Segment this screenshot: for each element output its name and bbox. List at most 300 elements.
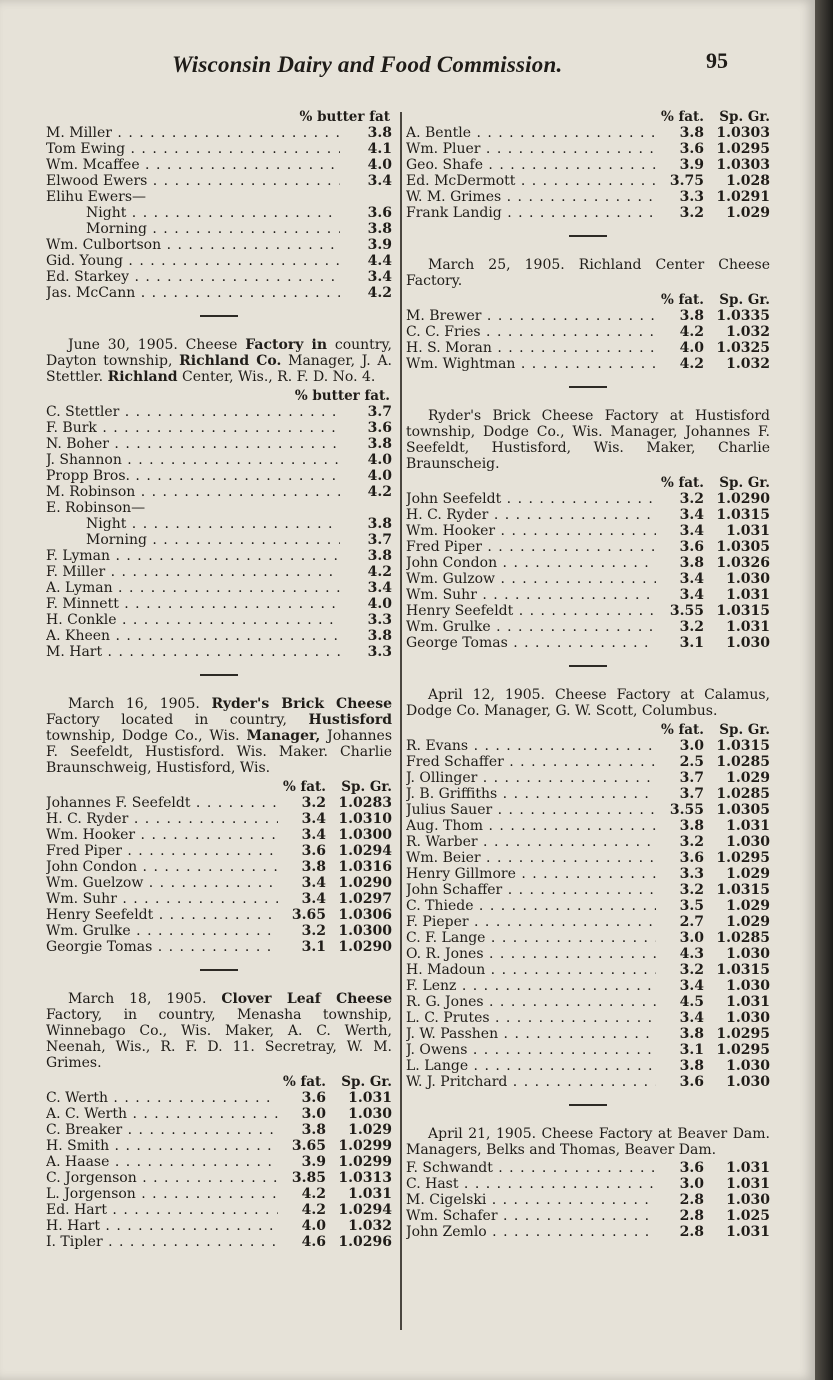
section-calamus (406, 687, 770, 1090)
table-row (46, 827, 392, 843)
specific-gravity-value: 1.029 (726, 898, 770, 914)
section-ryders-brick-march16 (46, 696, 392, 955)
fat-value: 3.4 (679, 587, 704, 603)
specific-gravity-value: 1.0313 (338, 1170, 392, 1186)
specific-gravity-value: 1.0297 (338, 891, 392, 907)
fat-value: 3.4 (679, 1010, 704, 1026)
fat-value: 2.8 (679, 1224, 704, 1240)
entry-name: John Condon . . . (46, 859, 278, 875)
entry-name: Night . . . (46, 516, 340, 532)
entry-name: F. Minnett . . . (46, 596, 340, 612)
fat-value: 3.2 (679, 882, 704, 898)
entry-name: J. Ollinger . . . (406, 770, 656, 786)
specific-gravity-value: 1.0295 (716, 141, 770, 157)
specific-gravity-value: 1.0285 (716, 930, 770, 946)
table-row (46, 1202, 392, 1218)
specific-gravity-value: 1.031 (348, 1090, 392, 1106)
section-intro: March 16, 1905. Ryder's Brick Cheese Factory located in country, Hustisford township, Dodge Co., Wis. Manager, Johannes F. Seefeldt, Hustisford. Wis. Maker. Charlie Braunschweig, Hustisford, Wis. (46, 696, 392, 776)
table-row (406, 1160, 770, 1176)
table-row (406, 930, 770, 946)
table-row (406, 173, 770, 189)
fat-value: 3.8 (301, 1122, 326, 1138)
table-row (46, 891, 392, 907)
fat-value: 3.1 (679, 1042, 704, 1058)
specific-gravity-value: 1.031 (726, 818, 770, 834)
specific-gravity-value: 1.0310 (338, 811, 392, 827)
butter-fat-value: 3.8 (367, 548, 392, 564)
entry-name: A. Haase . . . (46, 1154, 278, 1170)
butter-fat-value: 3.7 (367, 404, 392, 420)
butter-fat-value: 3.8 (367, 516, 392, 532)
entry-name: Tom Ewing . . . (46, 141, 340, 157)
specific-gravity-value: 1.0299 (338, 1138, 392, 1154)
entry-name: M. Miller . . . (46, 125, 340, 141)
specific-gravity-value: 1.032 (726, 356, 770, 372)
fat-value: 3.4 (679, 507, 704, 523)
butter-fat-value: 3.9 (367, 237, 392, 253)
fat-value: 2.5 (679, 754, 704, 770)
table-row (46, 1122, 392, 1138)
fat-value: 3.2 (679, 834, 704, 850)
table-row (46, 907, 392, 923)
butter-fat-value: 3.8 (367, 125, 392, 141)
table-row (406, 619, 770, 635)
section-intro: March 18, 1905. Clover Leaf Cheese Factory, in country, Menasha township, Winnebago Co., Wis. Maker, A. C. Werth, Neenah, Wis., R. F. D. 11. Secretray, W. M. Grimes. (46, 991, 392, 1071)
table-row (406, 882, 770, 898)
entry-name: H. C. Ryder . . . (46, 811, 278, 827)
butter-fat-value: 4.0 (367, 157, 392, 173)
entry-name: Wm. Suhr . . . (406, 587, 656, 603)
butter-fat-value: 4.4 (367, 253, 392, 269)
entry-name: Propp Bros. . . . (46, 468, 340, 484)
table-row (46, 420, 392, 436)
entry-name: F. Lyman . . . (46, 548, 340, 564)
table-row (46, 939, 392, 955)
section-intro: June 30, 1905. Cheese Factory in country, Dayton township, Richland Co. Manager, J. A. Stettler. Richland Center, Wis., R. F. D. No. 4. (46, 337, 392, 385)
fat-value: 3.8 (679, 818, 704, 834)
entry-name: Henry Gillmore . . . (406, 866, 656, 882)
entry-name: I. Tipler . . . (46, 1234, 278, 1250)
butter-fat-value: 3.4 (367, 173, 392, 189)
fat-value: 3.0 (679, 1176, 704, 1192)
fat-value: 4.0 (301, 1218, 326, 1234)
fat-value: 4.2 (679, 324, 704, 340)
specific-gravity-value: 1.0326 (716, 555, 770, 571)
specific-gravity-value: 1.0290 (716, 491, 770, 507)
specific-gravity-value: 1.0291 (716, 189, 770, 205)
entry-name: Elihu Ewers— (46, 189, 147, 205)
section-intro: April 21, 1905. Cheese Factory at Beaver Dam. Managers, Belks and Thomas, Beaver Dam. (406, 1126, 770, 1158)
fat-value: 3.2 (679, 205, 704, 221)
table-row (406, 898, 770, 914)
section-bentle-list (406, 108, 770, 221)
specific-gravity-value: 1.0303 (716, 125, 770, 141)
section-divider (569, 665, 607, 667)
table-body (46, 1090, 392, 1250)
specific-gravity-value: 1.0315 (716, 738, 770, 754)
butter-fat-value: 3.8 (367, 436, 392, 452)
table-row (406, 1208, 770, 1224)
table-row (46, 404, 392, 420)
table-row (46, 484, 392, 500)
entry-name: Morning . . . (46, 532, 340, 548)
specific-gravity-value: 1.030 (726, 635, 770, 651)
specific-gravity-value: 1.0315 (716, 962, 770, 978)
fat-header: % fat. (660, 722, 704, 738)
entry-name: C. Thiede . . . (406, 898, 656, 914)
fat-value: 3.75 (669, 173, 704, 189)
entry-name: Wm. Culbortson . . . (46, 237, 340, 253)
table-body (406, 491, 770, 651)
entry-name: Elwood Ewers . . . (46, 173, 340, 189)
specific-gravity-value: 1.031 (726, 1224, 770, 1240)
specific-gravity-value: 1.0294 (338, 1202, 392, 1218)
running-title: Wisconsin Dairy and Food Commission. (172, 52, 563, 77)
table-row (46, 173, 392, 189)
table-body (46, 404, 392, 660)
butter-fat-value: 3.3 (367, 612, 392, 628)
sp-gr-header: Sp. Gr. (341, 779, 392, 795)
section-ewers-list (46, 108, 392, 301)
specific-gravity-value: 1.031 (726, 523, 770, 539)
fat-value: 3.2 (679, 619, 704, 635)
entry-name: John Seefeldt . . . (406, 491, 656, 507)
fat-value: 3.2 (679, 491, 704, 507)
section-clover-leaf (46, 991, 392, 1250)
entry-name: Julius Sauer . . . (406, 802, 656, 818)
entry-name: Wm. Suhr . . . (46, 891, 278, 907)
column-rule (400, 112, 402, 1330)
table-row (46, 1170, 392, 1186)
butter-fat-value: 3.4 (367, 580, 392, 596)
table-row (406, 635, 770, 651)
entry-name: Wm. Gulzow . . . (406, 571, 656, 587)
entry-name: A. Lyman . . . (46, 580, 340, 596)
fat-value: 3.2 (301, 795, 326, 811)
fat-value: 3.4 (679, 523, 704, 539)
entry-name: H. Hart . . . (46, 1218, 278, 1234)
fat-value: 4.5 (679, 994, 704, 1010)
entry-name: L. Lange . . . (406, 1058, 656, 1074)
entry-name: J. W. Passhen . . . (406, 1026, 656, 1042)
specific-gravity-value: 1.0315 (716, 507, 770, 523)
fat-value: 3.6 (679, 539, 704, 555)
table-header (46, 778, 392, 795)
book-spine (815, 0, 833, 1380)
table-row (406, 1176, 770, 1192)
table-row (46, 157, 392, 173)
table-row (406, 834, 770, 850)
fat-value: 3.8 (301, 859, 326, 875)
entry-name: C. Stettler . . . (46, 404, 340, 420)
entry-name: F. Miller . . . (46, 564, 340, 580)
section-dayton-factory (46, 337, 392, 660)
section-intro: March 25, 1905. Richland Center Cheese Factory. (406, 257, 770, 289)
fat-value: 3.55 (669, 802, 704, 818)
butter-fat-value: 3.8 (367, 221, 392, 237)
entry-name: Wm. Schafer . . . (406, 1208, 656, 1224)
sp-gr-header: Sp. Gr. (719, 109, 770, 125)
section-divider (200, 674, 238, 676)
fat-value: 3.8 (679, 1058, 704, 1074)
table-row (406, 539, 770, 555)
specific-gravity-value: 1.029 (726, 205, 770, 221)
fat-value: 3.7 (679, 786, 704, 802)
specific-gravity-value: 1.0300 (338, 923, 392, 939)
entry-name: Henry Seefeldt . . . (406, 603, 656, 619)
entry-name: Gid. Young . . . (46, 253, 340, 269)
specific-gravity-value: 1.030 (726, 571, 770, 587)
fat-value: 3.1 (301, 939, 326, 955)
table-body (406, 1160, 770, 1240)
table-row (406, 770, 770, 786)
fat-value: 3.6 (679, 1160, 704, 1176)
butter-fat-header: % butter fat (299, 109, 390, 125)
fat-value: 3.85 (291, 1170, 326, 1186)
entry-name: C. Hast . . . (406, 1176, 656, 1192)
fat-header: % fat. (660, 475, 704, 491)
table-row (46, 1154, 392, 1170)
specific-gravity-value: 1.0299 (338, 1154, 392, 1170)
fat-value: 2.8 (679, 1208, 704, 1224)
entry-name: F. Schwandt . . . (406, 1160, 656, 1176)
entry-name: J. Shannon . . . (46, 452, 340, 468)
table-row (406, 1026, 770, 1042)
page-number: 95 (706, 48, 728, 73)
section-divider (200, 969, 238, 971)
specific-gravity-value: 1.030 (726, 978, 770, 994)
fat-value: 2.7 (679, 914, 704, 930)
entry-name: C. Werth . . . (46, 1090, 278, 1106)
table-row (46, 612, 392, 628)
fat-value: 3.0 (301, 1106, 326, 1122)
specific-gravity-value: 1.031 (726, 619, 770, 635)
table-row (46, 189, 392, 205)
table-row (46, 1218, 392, 1234)
specific-gravity-value: 1.032 (726, 324, 770, 340)
entry-name: C. Breaker . . . (46, 1122, 278, 1138)
specific-gravity-value: 1.0303 (716, 157, 770, 173)
entry-name: Wm. Grulke . . . (406, 619, 656, 635)
entry-name: A. C. Werth . . . (46, 1106, 278, 1122)
specific-gravity-value: 1.0294 (338, 843, 392, 859)
table-row (46, 532, 392, 548)
table-row (46, 141, 392, 157)
section-divider (569, 386, 607, 388)
entry-name: Johannes F. Seefeldt . . . (46, 795, 278, 811)
fat-value: 3.6 (679, 141, 704, 157)
fat-header: % fat. (282, 1074, 326, 1090)
entry-name: O. R. Jones . . . (406, 946, 656, 962)
butter-fat-value: 4.2 (367, 285, 392, 301)
table-row (406, 141, 770, 157)
fat-header: % fat. (660, 109, 704, 125)
entry-name: F. Burk . . . (46, 420, 340, 436)
fat-value: 3.6 (301, 1090, 326, 1106)
fat-value: 3.6 (679, 850, 704, 866)
butter-fat-value: 4.1 (367, 141, 392, 157)
specific-gravity-value: 1.029 (348, 1122, 392, 1138)
entry-name: Wm. Hooker . . . (46, 827, 278, 843)
table-row (406, 1042, 770, 1058)
fat-value: 3.4 (301, 811, 326, 827)
table-row (406, 866, 770, 882)
entry-name: Wm. Mcaffee . . . (46, 157, 340, 173)
fat-header: % fat. (660, 292, 704, 308)
fat-value: 2.8 (679, 1192, 704, 1208)
entry-name: George Tomas . . . (406, 635, 656, 651)
entry-name: Ed. McDermott . . . (406, 173, 656, 189)
table-row (46, 811, 392, 827)
fat-value: 3.9 (301, 1154, 326, 1170)
fat-value: 3.3 (679, 189, 704, 205)
entry-name: W. M. Grimes . . . (406, 189, 656, 205)
specific-gravity-value: 1.031 (726, 587, 770, 603)
entry-name: Georgie Tomas . . . (46, 939, 278, 955)
specific-gravity-value: 1.031 (726, 1160, 770, 1176)
butter-fat-value: 3.4 (367, 269, 392, 285)
table-row (406, 850, 770, 866)
specific-gravity-value: 1.0295 (716, 850, 770, 866)
entry-name: W. J. Pritchard . . . (406, 1074, 656, 1090)
entry-name: John Schaffer . . . (406, 882, 656, 898)
specific-gravity-value: 1.030 (726, 1058, 770, 1074)
table-header (406, 721, 770, 738)
butter-fat-value: 4.2 (367, 484, 392, 500)
table-row (46, 452, 392, 468)
entry-name: F. Pieper . . . (406, 914, 656, 930)
table-row (46, 875, 392, 891)
specific-gravity-value: 1.030 (726, 1192, 770, 1208)
table-row (46, 269, 392, 285)
fat-value: 3.4 (301, 875, 326, 891)
butter-fat-value: 3.6 (367, 205, 392, 221)
entry-name: Wm. Hooker . . . (406, 523, 656, 539)
specific-gravity-value: 1.0285 (716, 754, 770, 770)
entry-name: Wm. Wightman . . . (406, 356, 656, 372)
table-row (406, 555, 770, 571)
table-body (46, 795, 392, 955)
table-row (406, 205, 770, 221)
entry-name: Wm. Beier . . . (406, 850, 656, 866)
table-row (406, 157, 770, 173)
table-row (46, 1186, 392, 1202)
fat-value: 4.6 (301, 1234, 326, 1250)
entry-name: Fred Piper . . . (406, 539, 656, 555)
table-body (46, 125, 392, 301)
fat-value: 4.3 (679, 946, 704, 962)
entry-name: M. Cigelski . . . (406, 1192, 656, 1208)
table-row (406, 340, 770, 356)
entry-name: L. Jorgenson . . . (46, 1186, 278, 1202)
table-row (46, 516, 392, 532)
entry-name: Night . . . (46, 205, 340, 221)
table-row (46, 1090, 392, 1106)
sp-gr-header: Sp. Gr. (719, 722, 770, 738)
specific-gravity-value: 1.031 (726, 994, 770, 1010)
specific-gravity-value: 1.032 (348, 1218, 392, 1234)
fat-value: 3.4 (679, 571, 704, 587)
table-row (46, 436, 392, 452)
fat-value: 3.6 (679, 1074, 704, 1090)
specific-gravity-value: 1.0325 (716, 340, 770, 356)
table-row (46, 205, 392, 221)
table-row (46, 468, 392, 484)
fat-value: 3.2 (301, 923, 326, 939)
running-head (0, 48, 815, 82)
specific-gravity-value: 1.0315 (716, 882, 770, 898)
entry-name: R. Warber . . . (406, 834, 656, 850)
sp-gr-header: Sp. Gr. (719, 475, 770, 491)
specific-gravity-value: 1.0283 (338, 795, 392, 811)
table-row (406, 978, 770, 994)
table-row (406, 603, 770, 619)
specific-gravity-value: 1.0335 (716, 308, 770, 324)
section-intro: Ryder's Brick Cheese Factory at Hustisford township, Dodge Co., Wis. Manager, Johannes F. Seefeldt, Hustisford, Wis. Maker, Charlie Braunscheig. (406, 408, 770, 472)
fat-value: 3.65 (291, 907, 326, 923)
table-row (406, 1058, 770, 1074)
entry-name: H. Smith . . . (46, 1138, 278, 1154)
sp-gr-header: Sp. Gr. (719, 292, 770, 308)
specific-gravity-value: 1.029 (726, 866, 770, 882)
butter-fat-value: 3.6 (367, 420, 392, 436)
entry-name: Ed. Starkey . . . (46, 269, 340, 285)
specific-gravity-value: 1.0295 (716, 1042, 770, 1058)
butter-fat-value: 3.8 (367, 628, 392, 644)
table-row (406, 125, 770, 141)
table-row (46, 628, 392, 644)
table-row (406, 754, 770, 770)
entry-name: Wm. Pluer . . . (406, 141, 656, 157)
entry-name: Henry Seefeldt . . . (46, 907, 278, 923)
entry-name: A. Bentle . . . (406, 125, 656, 141)
entry-name: Jas. McCann . . . (46, 285, 340, 301)
fat-value: 3.6 (301, 843, 326, 859)
table-header (46, 387, 392, 404)
specific-gravity-value: 1.029 (726, 770, 770, 786)
entry-name: Morning . . . (46, 221, 340, 237)
table-row (406, 308, 770, 324)
entry-name: M. Brewer . . . (406, 308, 656, 324)
table-row (46, 548, 392, 564)
specific-gravity-value: 1.030 (726, 946, 770, 962)
section-richland-center (406, 257, 770, 372)
entry-name: F. Lenz . . . (406, 978, 656, 994)
fat-value: 3.9 (679, 157, 704, 173)
entry-name: C. Jorgenson . . . (46, 1170, 278, 1186)
butter-fat-value: 3.3 (367, 644, 392, 660)
specific-gravity-value: 1.031 (348, 1186, 392, 1202)
entry-name: Geo. Shafe . . . (406, 157, 656, 173)
table-row (46, 564, 392, 580)
table-row (406, 1074, 770, 1090)
specific-gravity-value: 1.030 (726, 1074, 770, 1090)
specific-gravity-value: 1.025 (726, 1208, 770, 1224)
table-row (46, 923, 392, 939)
butter-fat-value: 4.0 (367, 452, 392, 468)
sp-gr-header: Sp. Gr. (341, 1074, 392, 1090)
specific-gravity-value: 1.028 (726, 173, 770, 189)
table-row (46, 1138, 392, 1154)
fat-value: 3.8 (679, 1026, 704, 1042)
entry-name: J. Owens . . . (406, 1042, 656, 1058)
table-row (406, 914, 770, 930)
table-row (406, 587, 770, 603)
table-row (46, 1106, 392, 1122)
table-row (406, 507, 770, 523)
table-row (406, 738, 770, 754)
fat-value: 3.8 (679, 555, 704, 571)
